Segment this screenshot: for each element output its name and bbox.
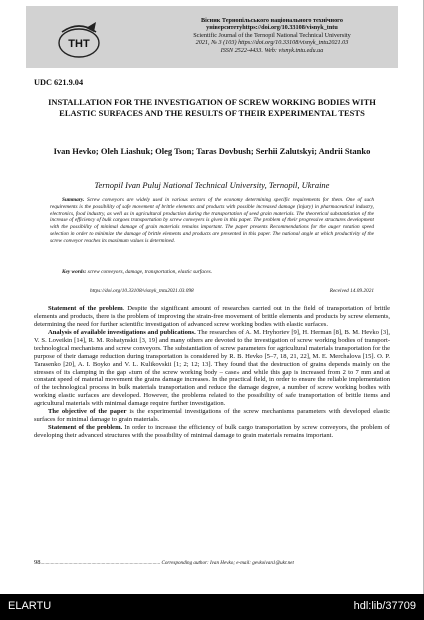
header-line-4: 2021, № 3 (103) https://doi.org/10.33108/visnyk_tntu2021.03 — [195, 39, 349, 47]
received-date: Received 14.09.2021 — [329, 288, 374, 294]
keywords — [50, 269, 374, 276]
udc-code: UDC 621.9.04 — [34, 78, 84, 87]
header-line-5: ISSN 2522-4433. Web: visnyk.tntu.edu.ua — [220, 46, 324, 54]
paper-title: INSTALLATION FOR THE INVESTIGATION OF SCREW WORKING BODIES WITH ELASTIC SURFACES AND THE RESULTS OF THEIR EXPERIMENTAL TESTS — [48, 97, 376, 118]
header-line-1: Вісник Тернопільського національного технічного — [201, 17, 343, 24]
paragraph-problem — [34, 424, 390, 440]
keywords-label: Key words: — [62, 269, 87, 275]
paragraph-text: In order to increase the efficiency of bulk cargo transportation by screw conveyors, the problem of developing their advanced structures with the possibility of minimal damage to grain materials remains important. — [34, 424, 390, 439]
paragraph-heading: Analysis of available investigations and publications. — [48, 328, 196, 336]
abstract-label: Summary. — [62, 197, 85, 203]
abstract-text: Screw conveyors are widely used in various sectors of the economy determining specific requirements for them. One of such requirements is the possibility of safe movement of brittle elements and products with possible increased damage (injury) in pharmaceutical industry, electronics, food industry, as well as in agricultural production during the transportation of seed grain materials. The theoretical substantiation of the increase of efficiency of bulk cargoes transportation by screw conveyers is given in this paper. The problem of their progressive structures development with the possibility of minimal damage of grain materials remains important. The paper presents Recommendations for the auger rotation speed selection in order to minimize the damage of brittle elements and products are presented in this paper. The national angle at which productivity of the screw conveyor reaches its maximum values is determined. — [50, 197, 374, 244]
paragraph-objective — [34, 408, 390, 424]
paragraph-text: . Despite the significant amount of researches carried out in the field of transportation of brittle elements and products, there is the problem of improving the strain-free movement of brittle elements and products by screw elements, determining the need for further scientific investigation of advanced screw working bodies with elastic surfaces. — [34, 305, 390, 328]
repository-bar — [0, 594, 424, 620]
paragraph-heading: Statement of the problem — [48, 305, 123, 312]
article-body — [34, 305, 390, 440]
journal-header — [26, 6, 398, 68]
paragraph-heading: The objective of the paper — [48, 408, 127, 416]
doi-link[interactable]: https://doi.org/10.33108/visnyk_tntu2021.03.098 — [90, 288, 194, 294]
page-footer — [34, 559, 390, 566]
repository-name: ELARTU — [8, 600, 52, 612]
paragraph-text: is the experimental investigations of the screw mechanisms parameters with developed elastic surfaces for minimal damage to grain materials. — [34, 408, 390, 424]
header-line-3: Scientific Journal of the Ternopil National Technical University — [193, 31, 351, 39]
logo-lettering: ТНТ — [68, 38, 90, 50]
footer-dots: .............................................................................................. — [40, 560, 161, 566]
header-line-2: університетуhttps://doi.org/10.33108/visnyk_tntu — [206, 24, 338, 32]
page-number: 98 — [34, 559, 41, 566]
paragraph-analysis — [34, 329, 390, 408]
author-affiliation: Ternopil Ivan Puluj National Technical University, Ternopil, Ukraine — [94, 180, 330, 190]
paragraph-statement — [34, 305, 390, 329]
university-logo-icon — [56, 18, 102, 64]
keywords-text: screw conveyors, damage, transportation, elastic surfaces. — [86, 269, 213, 275]
handle-id: hdl:lib/37709 — [353, 600, 416, 612]
abstract — [50, 197, 374, 244]
paragraph-heading: Statement of the problem. — [48, 424, 123, 432]
corresponding-author: Corresponding author: Ivan Hevko; e-mail: gevkoivan1@ukr.net — [161, 560, 294, 566]
journal-header-text — [152, 17, 392, 54]
paragraph-text: The researches of A. M. Hryhoriev [9], H. Herman [8], B. M. Hevko [3], V. S. Loveikin [14], R. M. Rohatynskii [3, 19] and many others are devoted to the investigation of screw working bodies of transport-technological mechanisms and screw conveyors. The substantiation of screw parameters for agricultural materials transportation for the purpose of their damage reduction during transportation is considered by R. B. Hevko [5–7, 18, 21, 22], M. E. Merchalova [15]. O. P. Tarasenko [20], A. I. Boyko and V. L. Kulikovskii [1; 2; 12; 13]. They found that the destruction of grains depends mainly on the stresses of its clamping in the gap «turn of the screw working body – case» and while this gap is increased from 2 to 7 mm and at constant speed of material movement the grains damage increases. In the practical field, in order to ensure the reliable implementation of the technological process in bulk materials transportation and reduce the damage degree, a number of screw working bodies with working elastic surfaces are developed. However, the problems related to the possibility of safe transportation of brittle items and agricultural materials with minimal damage require further investigation. — [34, 328, 390, 408]
paper-authors: Ivan Hevko; Oleh Liashuk; Oleg Tson; Taras Dovbush; Serhii Zalutskyi; Andrii Stanko — [53, 146, 371, 156]
doi-received-line — [90, 288, 374, 294]
